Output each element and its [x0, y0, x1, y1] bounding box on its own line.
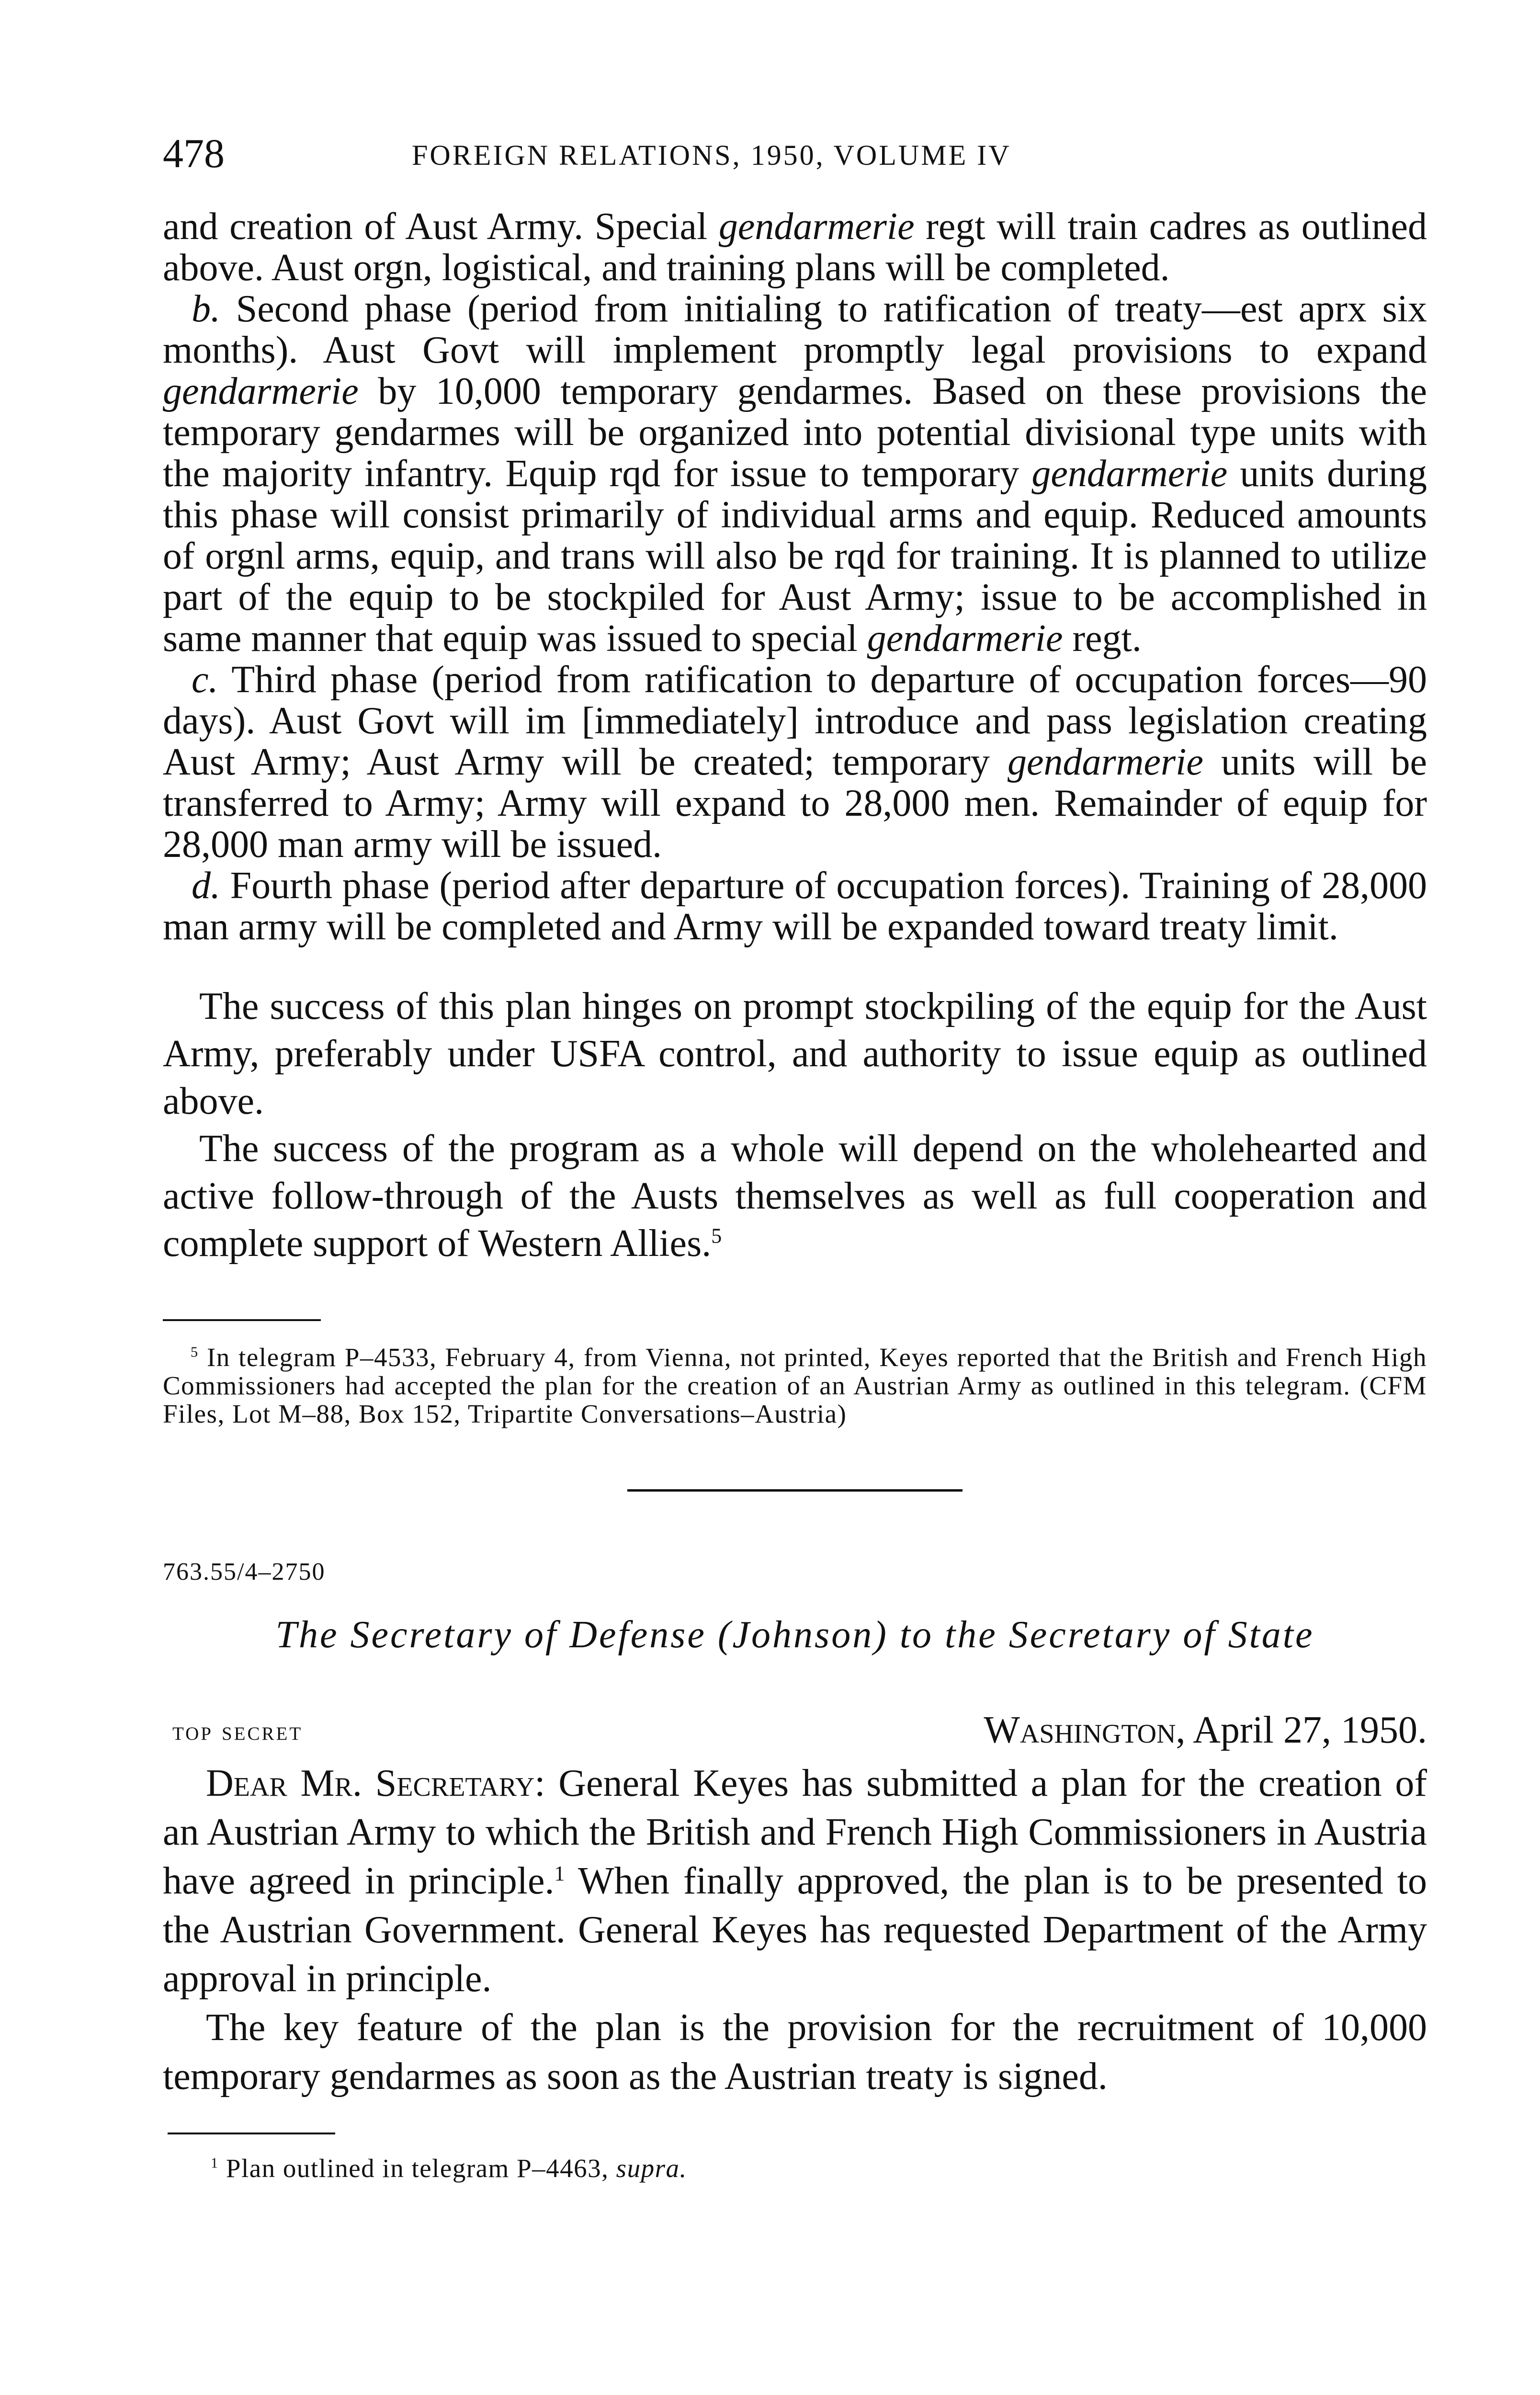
- paragraph-d: d. Fourth phase (period after departure of occupation forces). Training of 28,000 man army will be completed and Army will be expanded toward treaty limit.: [163, 865, 1427, 948]
- paragraph-b: b. Second phase (period from initialing to ratification of treaty—est aprx six months). Aust Govt will implement promptly legal provisions to expand gendarmerie by 10,000 temporary gendarmes. Based on these provisions the temporary gendarmes will be organized into potential divisional type units with the majority infantry. Equip rqd for issue to temporary gendarmerie units during this phase will consist primarily of individual arms and equip. Reduced amounts of orgnl arms, equip, and trans will also be rqd for training. It is planned to utilize part of the equip to be stockpiled for Aust Army; issue to be accomplished in same manner that equip was issued to special gendarmerie regt.: [163, 288, 1427, 660]
- dateline: Washington, April 27, 1950.: [984, 1709, 1427, 1751]
- section-separator: [627, 1489, 962, 1492]
- footnote-ref-5: 5: [711, 1224, 722, 1248]
- file-number: 763.55/4–2750: [163, 1558, 326, 1585]
- running-title: FOREIGN RELATIONS, 1950, VOLUME IV: [412, 139, 1011, 171]
- paragraph-a-continued: and creation of Aust Army. Special gendarmerie regt will train cadres as outlined above. Aust orgn, logistical, and training plans will be completed.: [163, 205, 1427, 289]
- closing-paragraph-2: The success of the program as a whole will depend on the wholehearted and active follow-through of the Austs themselves as well as full cooperation and complete support of Western Allies.$^5$: [163, 1128, 1427, 1265]
- footnote-1: $^1$ Plan outlined in telegram P–4463, supra.: [211, 2154, 687, 2183]
- footnote-rule: [163, 1319, 321, 1321]
- footnote-ref-1: 1: [554, 1861, 565, 1885]
- letter-paragraph-2: The key feature of the plan is the provision for the recruitment of 10,000 temporary gendarmes as soon as the Austrian treaty is signed.: [163, 2007, 1427, 2098]
- document-title: The Secretary of Defense (Johnson) to the Secretary of State: [275, 1614, 1314, 1656]
- classification-marking: top secret: [172, 1716, 303, 1746]
- page-number: 478: [163, 130, 225, 176]
- closing-paragraph-1: The success of this plan hinges on prompt stockpiling of the equip for the Aust Army, preferably under USFA control, and authority to issue equip as outlined above.: [163, 985, 1427, 1122]
- footnote-rule-2: [168, 2133, 335, 2134]
- salutation: Dear Mr. Secretary:: [206, 1762, 545, 1804]
- document-page: [163, 129, 1427, 2185]
- letter-body: [163, 1759, 1427, 2101]
- paragraph-c: c. Third phase (period from ratification to departure of occupation forces—90 days). Aust Govt will im [immediately] introduce and pass legislation creating Aust Army; Aust Army will be created; temporary gendarmerie units will be transferred to Army; Army will expand to 28,000 men. Remainder of equip for 28,000 man army will be issued.: [163, 659, 1427, 866]
- letter-paragraph-1: Dear Mr. Secretary: General Keyes has submitted a plan for the creation of an Austrian Army to which the British and French High Commissioners in Austria have agreed in principle.$^1$ When finally approved, the plan is to be presented to the Austrian Government. General Keyes has requested Department of the Army approval in principle.: [163, 1762, 1427, 2000]
- telegram-continuation: [163, 206, 1427, 947]
- dateline-row: [163, 1706, 1427, 1754]
- footnote-5: $^5$ In telegram P–4533, February 4, from Vienna, not printed, Keyes reported that the British and French High Commissioners had accepted the plan for the creation of an Austrian Army as outlined in this telegram. (CFM Files, Lot M–88, Box 152, Tripartite Conversations–Austria): [163, 1343, 1427, 1428]
- running-head: [163, 129, 1427, 177]
- telegram-closing: [163, 983, 1427, 1267]
